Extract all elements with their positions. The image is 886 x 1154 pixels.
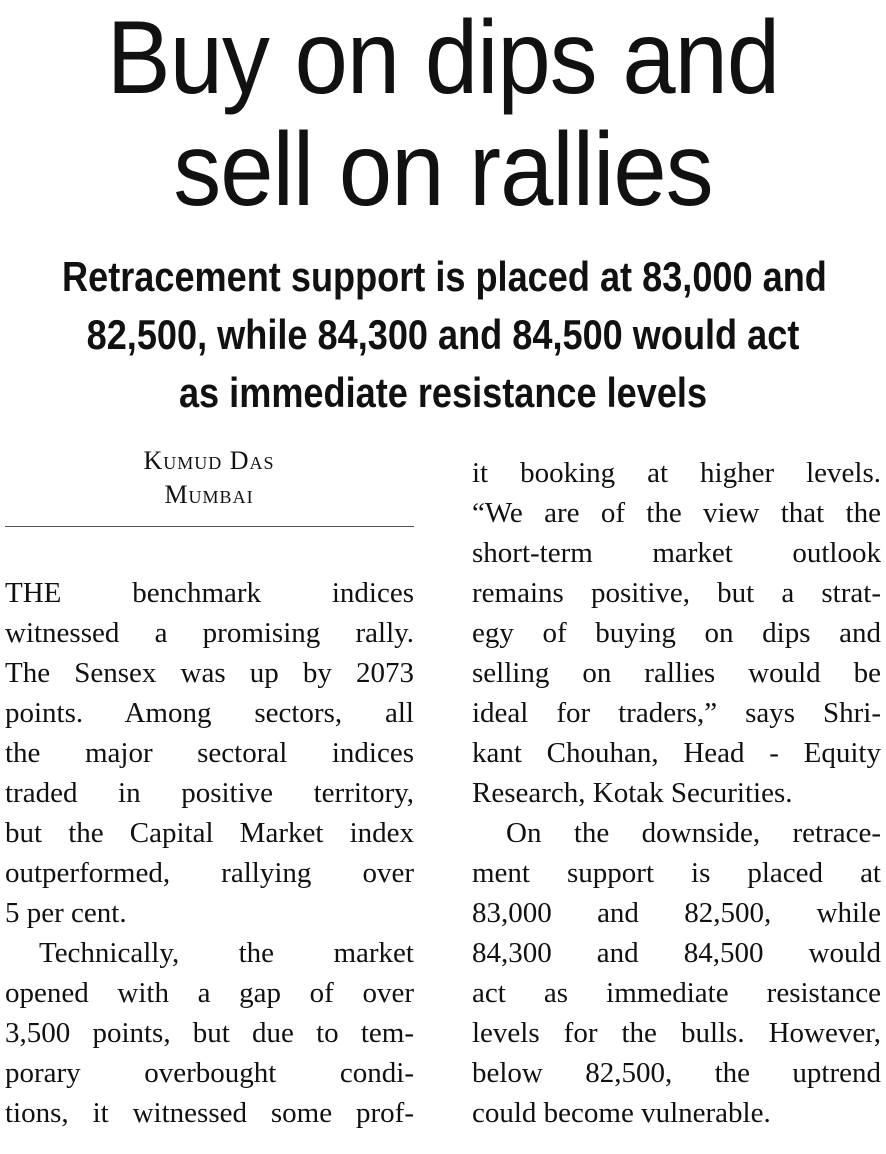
article-line: porary overbought condi-: [5, 1057, 414, 1089]
article-line: traded in positive territory,: [5, 777, 414, 809]
article-line: points. Among sectors, all: [5, 697, 414, 729]
article-line: it booking at higher levels.: [472, 457, 881, 489]
article-column-left: [5, 573, 414, 1133]
article-line: ideal for traders,” says Shri-: [472, 697, 881, 729]
article-line: outperformed, rallying over: [5, 857, 414, 889]
article-line: opened with a gap of over: [5, 977, 414, 1009]
article-line: selling on rallies would be: [472, 657, 881, 689]
article-line: 5 per cent.: [5, 897, 127, 929]
article-line: tions, it witnessed some prof-: [5, 1097, 414, 1129]
article-line: The Sensex was up by 2073: [5, 657, 414, 689]
article-line: the major sectoral indices: [5, 737, 414, 769]
subheadline-line: as immediate resistance levels: [178, 369, 708, 416]
article-line: On the downside, retrace-: [506, 817, 881, 849]
article-line: “We are of the view that the: [472, 497, 881, 529]
headline-line: Buy on dips and: [106, 0, 780, 116]
subheadline: [0, 248, 886, 422]
article-line: Research, Kotak Securities.: [472, 777, 793, 809]
article-column-right: [472, 453, 881, 1133]
article-line: kant Chouhan, Head - Equity: [472, 737, 881, 769]
article-line: 3,500 points, but due to tem-: [5, 1017, 414, 1049]
subheadline-line: Retracement support is placed at 83,000 and: [62, 253, 827, 300]
article-line: remains positive, but a strat-: [472, 577, 881, 609]
article-line: Technically, the market: [39, 937, 414, 969]
byline-location: Mumbai: [164, 480, 254, 509]
article-line: short-term market outlook: [472, 537, 881, 569]
headline: [35, 0, 850, 226]
article-line: could become vulnerable.: [472, 1097, 771, 1129]
byline: [5, 444, 413, 512]
byline-divider: [5, 526, 414, 527]
byline-author: Kumud Das: [143, 446, 275, 475]
article-line: egy of buying on dips and: [472, 617, 881, 649]
article-line: 84,300 and 84,500 would: [472, 937, 881, 969]
subheadline-line: 82,500, while 84,300 and 84,500 would act: [86, 311, 800, 358]
article-line: witnessed a promising rally.: [5, 617, 414, 649]
article-line: THE benchmark indices: [5, 577, 414, 609]
article-line: act as immediate resistance: [472, 977, 881, 1009]
article-line: 83,000 and 82,500, while: [472, 897, 881, 929]
article-line: below 82,500, the uptrend: [472, 1057, 881, 1089]
article-line: ment support is placed at: [472, 857, 881, 889]
headline-line: sell on rallies: [173, 112, 713, 228]
article-line: levels for the bulls. However,: [472, 1017, 881, 1049]
article-line: but the Capital Market index: [5, 817, 414, 849]
